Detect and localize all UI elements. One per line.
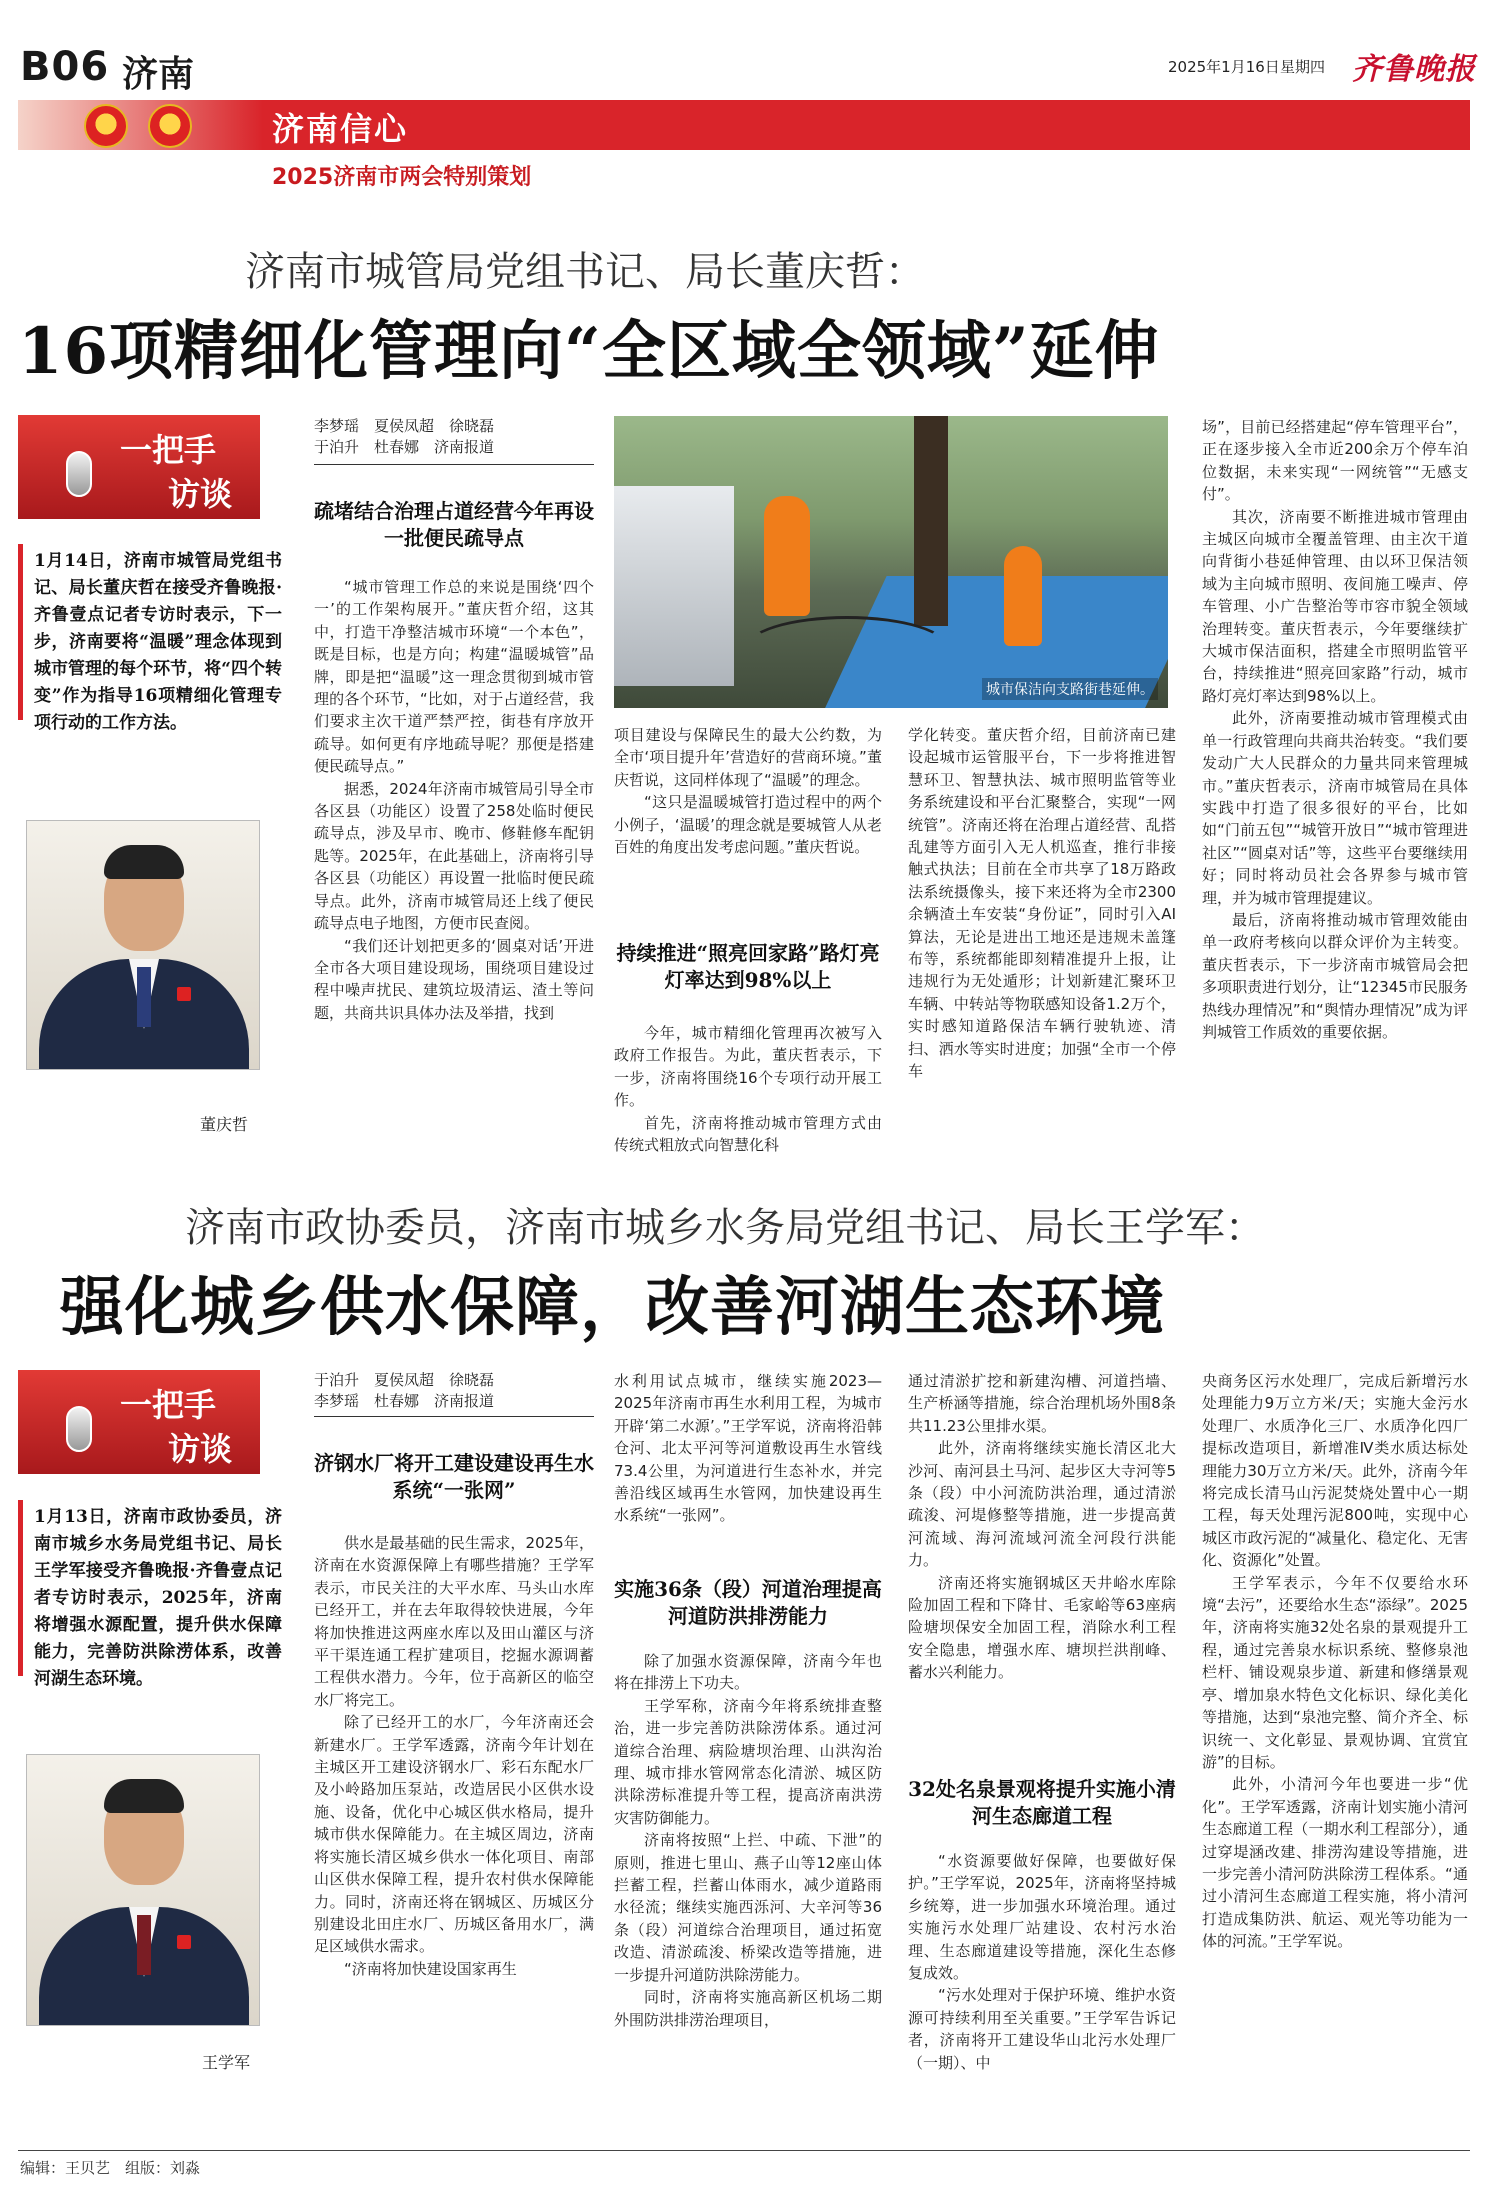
paragraph: 王学军称，济南今年将系统排查整治，进一步完善防洪除涝体系。通过河道综合治理、病险塘坝治理、山洪沟治理、城市排水管网常态化清淤、城区防洪除涝标准提升等工程，提高济南洪涝灾害防御能力。 (614, 1696, 882, 1827)
paragraph: 除了加强水资源保障，济南今年也将在排涝上下功夫。 (614, 1652, 882, 1693)
page-code: B06 (20, 44, 110, 90)
paragraph: 场”，目前已经搭建起“停车管理平台”，正在逐步接入全市近200余万个停车泊位数据，未来实现“一网统管”“无感支付”。 (1202, 418, 1468, 504)
article2-subhead3: 32处名泉景观将提升实施小清河生态廊道工程 (908, 1777, 1176, 1828)
article1-col2 (614, 724, 882, 858)
paragraph: “污水处理对于保护环境、维护水资源可持续利用至关重要。”王学军告诉记者，济南将开工建设华山北污水处理厂（一期）、中 (908, 1986, 1176, 2072)
paragraph: 此外，济南将继续实施长清区北大沙河、南河县土马河、起步区大寺河等5条（段）中小河流防洪治理，通过清淤疏浚、河堤修整等措施，进一步提高黄河流域、海河流域河流全河段行洪能力。 (908, 1439, 1176, 1570)
tag-line1: 一把手 (120, 431, 217, 469)
tag-line1: 一把手 (120, 1386, 217, 1424)
article1-col3 (908, 724, 1176, 1083)
paragraph: 通过清淤扩挖和新建沟槽、河道挡墙、生产桥涵等措施，综合治理机场外围8条共11.23公里排水渠。 (908, 1372, 1176, 1435)
paragraph: “这只是温暖城管打造过程中的两个小例子，‘温暖’的理念就是要城管人从老百姓的角度出发考虑问题。”董庆哲说。 (614, 793, 882, 857)
microphone-icon (66, 1406, 92, 1452)
article1-tag-box (18, 415, 260, 519)
banner-title: 济南信心 (272, 110, 409, 148)
paragraph: 王学军表示，今年不仅要给水环境“去污”，还要给水生态“添绿”。2025年，济南将实施32处名泉的景观提升工程，通过完善泉水标识系统、整修泉池栏杆、铺设观泉步道、新建和修缮景观亭、增加泉水特色文化标识、绿化美化等措施，达到“泉池完整、简介齐全、标识统一、文化彰显、景观协调、宜赏宜游”的目标。 (1202, 1573, 1468, 1771)
article1-col2b (614, 1022, 882, 1156)
article1-subhead2: 持续推进“照亮回家路”路灯亮灯率达到98%以上 (616, 941, 880, 992)
editor-credit: 编辑：王贝艺 组版：刘淼 (20, 2159, 201, 2177)
paragraph: 项目建设与保障民生的最大公约数，为全市‘项目提升年’营造好的营商环境。”董庆哲说，这同样体现了“温暖”的理念。 (614, 726, 882, 789)
article2-byline (314, 1370, 594, 1412)
national-emblem-icon (84, 104, 128, 148)
street-cleaning-photo (614, 416, 1168, 708)
paragraph: 最后，济南将推动城市管理效能由单一政府考核向以群众评价为主转变。董庆哲表示，下一步济南市城管局会把多项职责进行划分，让“12345市民服务热线办理情况”和“舆情办理情况”成为评判城管工作质效的重要依据。 (1202, 910, 1468, 1041)
paragraph: 其次，济南要不断推进城市管理由主城区向城市全覆盖管理、由主次干道向背街小巷延伸管理、由以环卫保洁领域为主向城市照明、夜间施工噪声、停车管理、小广告整治等市容市貌全领域治理转变。董庆哲表示，今年要继续扩大城市保洁面积，搭建全市照明监管平台，持续推进“照亮回家路”行动，城市路灯亮灯率达到98%以上。 (1202, 507, 1468, 705)
article2-portrait-caption: 王学军 (202, 2053, 251, 2072)
paragraph: 今年，城市精细化管理再次被写入政府工作报告。为此，董庆哲表示，下一步，济南将围绕16个专项行动开展工作。 (614, 1024, 882, 1110)
street-photo-caption: 城市保洁向支路街巷延伸。 (982, 678, 1158, 700)
paragraph: 此外，济南要推动城市管理模式由单一行政管理向共商共治转变。“我们要发动广大人民群众的力量共同来管理城市。”董庆哲表示，济南市城管局在具体实践中打造了很多很好的平台，比如如“门前五包”“城管开放日”“城市管理进社区”“圆桌对话”等，这些平台要继续用好；同时将动员社会各界参与城市管理，并为城市管理提建议。 (1202, 709, 1468, 907)
paragraph: “我们还计划把更多的‘圆桌对话’开进全市各大项目建设现场，围绕项目建设过程中噪声扰民、建筑垃圾清运、渣土等问题，共商共识具体办法及举措，找到 (314, 936, 594, 1022)
byline-rule (314, 464, 594, 465)
paragraph: 学化转变。董庆哲介绍，目前济南已建设起城市运管服平台，下一步将推进智慧环卫、智慧执法、城市照明监管等业务系统建设和平台汇聚整合，实现“一网统管”。济南还将在治理占道经营、乱搭乱建等方面引入无人机巡查，推行非接触式执法；目前在全市共享了18万路政法系统摄像头，接下来还将为全市2300余辆渣土车安装“身份证”，同时引入AI算法，无论是进出工地还是违规未盖篷布等，系统都能即刻精准提升上报，让违规行为无处遁形；计划新建汇聚环卫车辆、中转站等物联感知设备1.2万个，实时感知道路保洁车辆行驶轨迹、清扫、洒水等实时进度；加强“全市一个停车 (908, 726, 1176, 1081)
article1-headline: 16项精细化管理向“全区域全领域”延伸 (18, 314, 1160, 389)
article1-portrait (26, 820, 260, 1070)
article2-col1 (314, 1532, 594, 1980)
cppcc-emblem-icon (148, 104, 192, 148)
section-name: 济南 (122, 53, 195, 95)
article1-kicker: 济南市城管局党组书记、局长董庆哲： (245, 249, 925, 295)
article2-headline: 强化城乡供水保障，改善河湖生态环境 (60, 1270, 1165, 1345)
article2-intro: 1月13日，济南市政协委员，济南市城乡水务局党组书记、局长王学军接受齐鲁晚报·齐鲁壹点记者专访时表示，2025年，济南将增强水源配置，提升供水保障能力，完善防洪除涝体系，改善河湖生态环境。 (34, 1507, 282, 1689)
newspaper-logo: 齐鲁晚报 (1352, 52, 1476, 87)
article2-kicker: 济南市政协委员，济南市城乡水务局党组书记、局长王学军： (185, 1205, 1265, 1251)
article2-col2 (614, 1370, 882, 1527)
byline-line2: 李梦瑶 杜春娜 济南报道 (314, 1392, 495, 1410)
article1-intro: 1月14日，济南市城管局党组书记、局长董庆哲在接受齐鲁晚报·齐鲁壹点记者专访时表示，下一步，济南要将“温暖”理念体现到城市管理的每个环节，将“四个转变”作为指导16项精细化管理专项行动的工作方法。 (34, 551, 282, 733)
paragraph: 水利用试点城市，继续实施2023—2025年济南市再生水利用工程，为城市开辟‘第二水源’。”王学军说，济南将沿韩仓河、北太平河等河道敷设再生水管线73.4公里，为河道进行生态补水，并完善沿线区域再生水管网，加快建设再生水系统“一张网”。 (614, 1372, 882, 1525)
paragraph: 供水是最基础的民生需求，2025年，济南在水资源保障上有哪些措施？王学军表示，市民关注的大平水库、马头山水库已经开工，并在去年取得较快进展，今年将加快推进这两座水库以及田山灌区与济平干渠连通工程扩建项目，挖掘水源调蓄工程供水潜力。今年，位于高新区的临空水厂将完工。 (314, 1534, 594, 1709)
article2-col4 (1202, 1370, 1468, 1953)
byline-line1: 李梦瑶 夏侯凤超 徐晓磊 (314, 417, 495, 435)
article1-subhead1: 疏堵结合治理占道经营今年再设一批便民疏导点 (314, 499, 594, 550)
paragraph: 除了已经开工的水厂，今年济南还会新建水厂。王学军透露，济南今年计划在主城区开工建设济钢水厂、彩石东配水厂及小岭路加压泵站，改造居民小区供水设施、设备，优化中心城区供水格局，提升城市供水保障能力。在主城区周边，济南将实施长清区城乡供水一体化项目、南部山区供水保障工程，提升农村供水保障能力。同时，济南还将在钢城区、历城区分别建设北田庄水厂、历城区备用水厂，满足区域供水需求。 (314, 1713, 594, 1956)
microphone-icon (66, 451, 92, 497)
paragraph: 同时，济南将实施高新区机场二期外围防洪排涝治理项目， (614, 1988, 882, 2029)
paragraph: “水资源要做好保障，也要做好保护。”王学军说，2025年，济南将坚持城乡统筹，进一步加强水环境治理。通过实施污水处理厂站建设、农村污水治理、生态廊道建设等措施，深化生态修复成效。 (908, 1852, 1176, 1983)
footer-rule (18, 2150, 1470, 2151)
byline-line1: 于泊升 夏侯凤超 徐晓磊 (314, 1371, 495, 1389)
article2-col3b (908, 1850, 1176, 2074)
paragraph: 济南将按照“上拦、中疏、下泄”的原则，推进七里山、燕子山等12座山体拦蓄工程，拦蓄山体雨水，减少道路雨水径流；继续实施西泺河、大辛河等36条（段）河道综合治理项目，通过拓宽改造、清淤疏浚、桥梁改造等措施，进一步提升河道防洪除涝能力。 (614, 1831, 882, 1984)
article2-subhead2: 实施36条（段）河道治理提高河道防洪排涝能力 (614, 1577, 882, 1628)
paragraph: “济南将加快建设国家再生 (344, 1959, 517, 1978)
banner-gradient (18, 100, 263, 150)
article1-portrait-caption: 董庆哲 (200, 1115, 249, 1134)
paragraph: “城市管理工作总的来说是围绕‘四个一’的工作架构展开。”董庆哲介绍，这其中，打造干净整洁城市环境“一个本色”，既是目标，也是方向；构建“温暖城管”品牌，即是把“温暖”这一理念贯彻到城市管理的各个环节，“比如，对于占道经营，我们要求主次干道严禁严控，街巷有序放开疏导。如何更有序地疏导呢？那便是搭建便民疏导点。” (314, 578, 594, 776)
article1-byline (314, 416, 594, 458)
article2-tag-box (18, 1370, 260, 1474)
intro-rule (18, 544, 23, 720)
paragraph: 据悉，2024年济南市城管局引导全市各区县（功能区）设置了258处临时便民疏导点，涉及早市、晚市、修鞋修车配钥匙等。2025年，在此基础上，济南将引导各区县（功能区）再设置一批临时便民疏导点。此外，济南市城管局还上线了便民疏导点电子地图，方便市民查阅。 (314, 779, 594, 933)
article2-portrait (26, 1754, 260, 2026)
paragraph: 此外，小清河今年也要进一步“优化”。王学军透露，济南计划实施小清河生态廊道工程（一期水利工程部分），通过穿堤涵改建、排涝沟建设等措施，进一步完善小清河防洪除涝工程体系。“通过小清河生态廊道工程实施，将小清河打造成集防洪、航运、观光等功能为一体的河流。”王学军说。 (1202, 1775, 1468, 1951)
paragraph: 济南还将实施钢城区天井峪水库除险加固工程和下降甘、毛家峪等63座病险塘坝保安全加固工程，消除水利工程安全隐患，增强水库、塘坝拦洪削峰、蓄水兴利能力。 (908, 1573, 1176, 1682)
article1-col1 (314, 576, 594, 1024)
tag-line2: 访谈 (168, 475, 233, 513)
intro-rule (18, 1500, 23, 1676)
paragraph: 央商务区污水处理厂，完成后新增污水处理能力9万立方米/天；实施大金污水处理厂、水质净化三厂、水质净化四厂提标改造项目，新增准Ⅳ类水质达标处理能力30万立方米/天。此外，济南今年将完成长清马山污泥焚烧处置中心一期工程，每天处理污泥800吨，实现中心城区市政污泥的“减量化、稳定化、无害化、资源化”处置。 (1202, 1372, 1468, 1570)
issue-date: 2025年1月16日 (1168, 58, 1280, 76)
tag-line2: 访谈 (168, 1430, 233, 1468)
byline-line2: 于泊升 杜春娜 济南报道 (314, 438, 495, 456)
paragraph: 首先，济南将推动城市管理方式由传统式粗放式向智慧化科 (614, 1113, 882, 1155)
article2-col3 (908, 1370, 1176, 1684)
article2-subhead1: 济钢水厂将开工建设建设再生水系统“一张网” (314, 1451, 594, 1502)
article1-col4 (1202, 416, 1468, 1043)
banner-subtitle: 2025济南市两会特别策划 (272, 165, 532, 190)
article2-col2b (614, 1650, 882, 2031)
byline-rule (314, 1416, 594, 1417)
issue-weekday: 星期四 (1280, 58, 1326, 76)
